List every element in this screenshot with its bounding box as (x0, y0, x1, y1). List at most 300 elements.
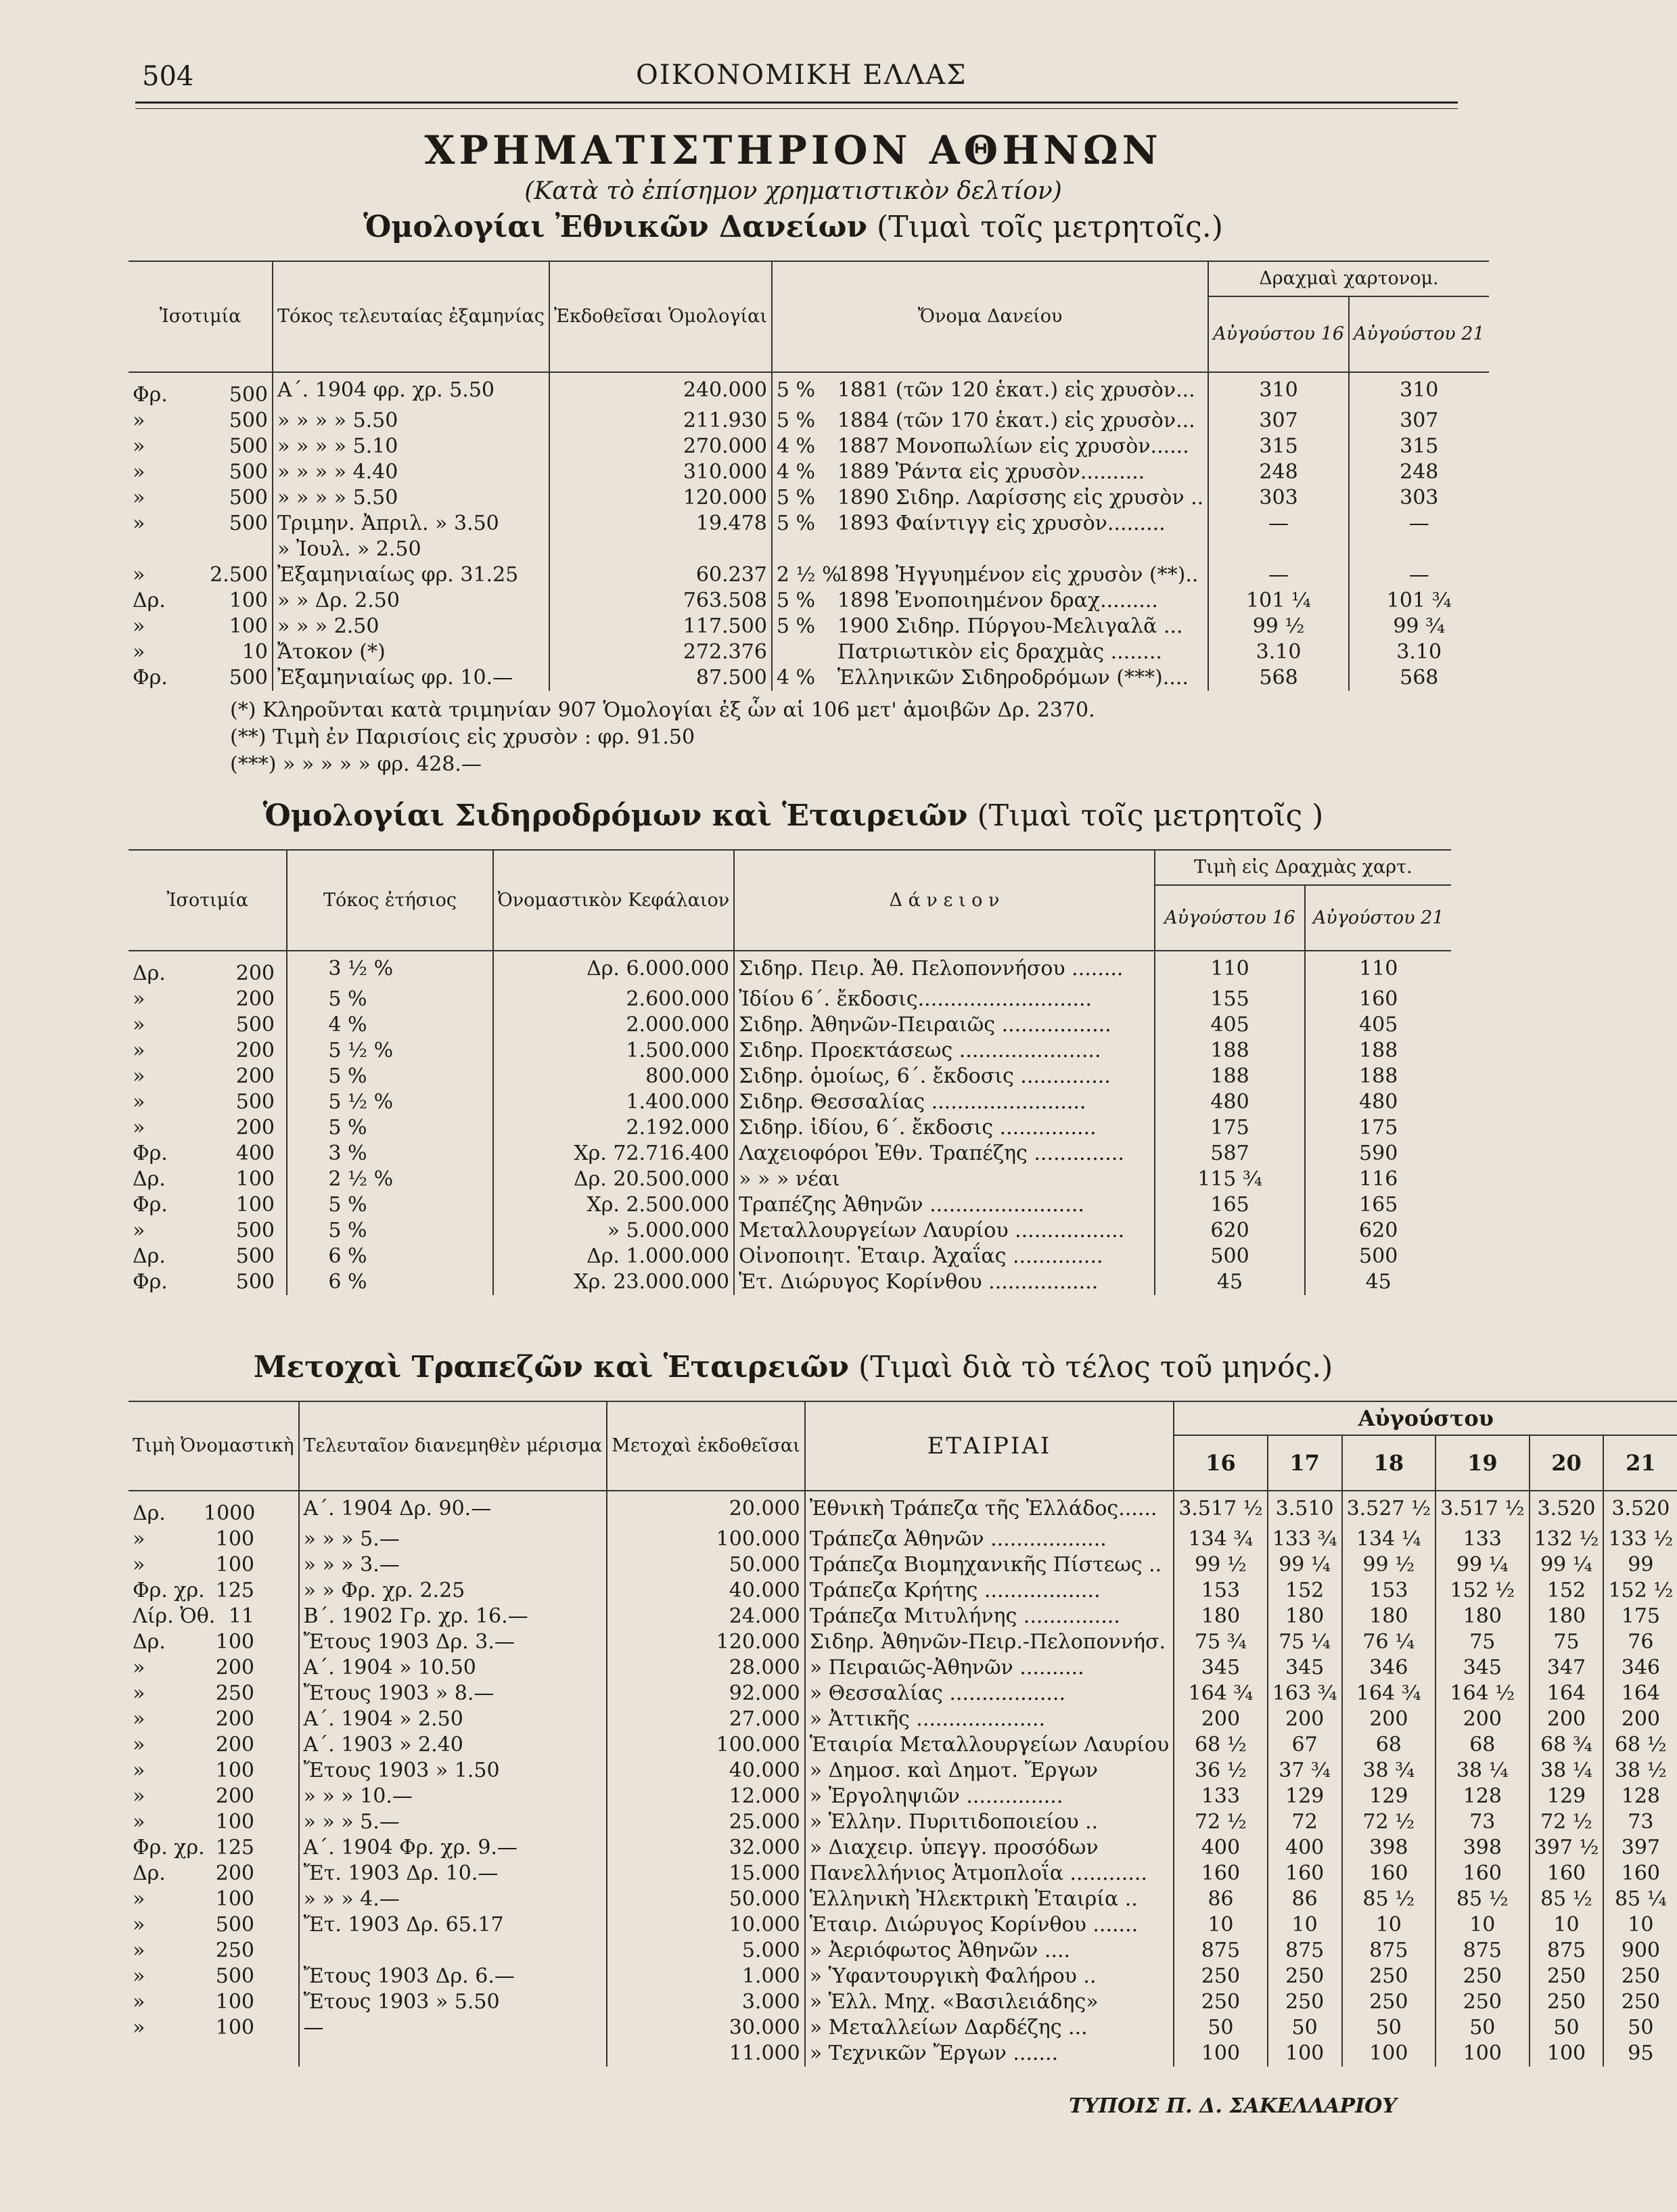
s2-tokos: 6 % (287, 1269, 492, 1295)
s3-etairia: Ἑταιρ. Διώρυγος Κορίνθου ....... (805, 1912, 1174, 1938)
s3-day-value: 38 ½ (1614, 1759, 1667, 1782)
s1-isotimia-cell (129, 639, 273, 665)
s3-currency: » (133, 1733, 145, 1757)
s3-day-value: 250 (1621, 1990, 1660, 2014)
s3-etairia: Πανελλήνιος Ἀτμοπλοΐα ............ (805, 1861, 1174, 1887)
s2-aug16-value: 115 ¾ (1155, 1167, 1306, 1192)
section3-title-suffix: (Τιμαὶ διὰ τὸ τέλος τοῦ μηνός.) (858, 1350, 1333, 1384)
s3-day-value: 68 ½ (1174, 1732, 1268, 1758)
s3-merisma: » » » 5.— (299, 1527, 607, 1552)
table-row (129, 1141, 1451, 1167)
s1-aug21-value: — (1408, 512, 1429, 535)
s3-day-value: 250 (1530, 1989, 1604, 2015)
page-number: 504 (142, 61, 194, 92)
s2-kefalaion: 1.500.000 (493, 1038, 735, 1064)
s2-aug21-value: 116 (1359, 1167, 1398, 1191)
s3-header-day17: 17 (1268, 1435, 1342, 1491)
s3-etairia: Σιδηρ. Ἀθηνῶν-Πειρ.-Πελοποννήσ. (805, 1629, 1174, 1655)
s1-aug16-value: 303 (1208, 485, 1349, 511)
s3-day-value: 250 (1435, 1964, 1530, 1989)
s3-merisma (299, 1938, 607, 1964)
s1-aug16-value (1208, 537, 1349, 562)
s2-daneion: Σιδηρ. Πειρ. Ἀθ. Πελοποννήσου ........ (734, 951, 1155, 987)
s3-day-value: 38 ¼ (1435, 1758, 1530, 1784)
s2-par-value: 200 (235, 962, 275, 985)
s3-merisma: Α΄. 1903 » 2.40 (299, 1732, 607, 1758)
s1-aug16-value: 101 ¼ (1208, 588, 1349, 614)
s3-timi-cell (129, 1527, 299, 1552)
table-row (129, 1038, 1451, 1064)
s2-kefalaion: » 5.000.000 (493, 1218, 735, 1244)
s3-nominal-value: 500 (215, 1913, 254, 1937)
s1-currency: » (133, 614, 145, 638)
s1-aug16-value: — (1208, 562, 1349, 588)
s2-isotimia-cell (129, 1141, 287, 1167)
s3-timi-cell (129, 1989, 299, 2015)
s3-currency: Φρ. χρ. (133, 1579, 205, 1602)
s3-currency: » (133, 1887, 145, 1911)
s3-merisma: — (299, 2015, 607, 2041)
s3-timi-cell (129, 1629, 299, 1655)
s3-metochai: 120.000 (607, 1629, 805, 1655)
s1-loan-name: 1898 Ἑνοποιημένον δραχ......... (837, 589, 1158, 612)
s2-daneion: Σιδηρ. ὁμοίως, 6΄. ἔκδοσις .............. (734, 1064, 1155, 1089)
s2-isotimia-cell (129, 1038, 287, 1064)
s3-day-value: 346 (1621, 1656, 1660, 1679)
table-row (129, 459, 1489, 485)
section2-title-main: Ὁμολογίαι Σιδηροδρόμων καὶ Ἑταιρειῶν (262, 798, 968, 833)
s3-etairia: Τράπεζα Κρήτης .................. (805, 1578, 1174, 1604)
table-row (129, 1758, 1677, 1784)
s3-etairia: » Διαχειρ. ὑπεγγ. προσόδων (805, 1835, 1174, 1861)
s3-day-value: 10 (1342, 1912, 1436, 1938)
table-row (129, 1604, 1677, 1629)
s3-metochai: 10.000 (607, 1912, 805, 1938)
table-row (129, 1192, 1451, 1218)
s3-day-value: 50 (1174, 2015, 1268, 2041)
s3-day-value: 3.520 (1611, 1497, 1670, 1520)
s3-day-value: 3.527 ½ (1342, 1491, 1436, 1527)
s3-metochai: 32.000 (607, 1835, 805, 1861)
s2-header-timi: Τιμὴ εἰς Δραχμὰς χαρτ. (1155, 850, 1451, 885)
s3-nominal-value: 125 (215, 1579, 254, 1602)
s2-daneion: Τραπέζης Ἀθηνῶν ........................ (734, 1192, 1155, 1218)
s1-currency: Δρ. (133, 589, 166, 612)
s3-day-value: 160 (1621, 1861, 1660, 1885)
s3-day-value: 200 (1174, 1707, 1268, 1732)
s3-day-value: 153 (1174, 1578, 1268, 1604)
s2-currency: Δρ. (133, 1244, 166, 1268)
s2-aug21-value: 188 (1359, 1039, 1398, 1062)
s3-merisma: » » » 4.— (299, 1887, 607, 1912)
s2-par-value: 100 (235, 1193, 275, 1217)
s2-currency: Φρ. (133, 1142, 168, 1165)
s3-merisma: Ἔτ. 1903 Δρ. 65.17 (299, 1912, 607, 1938)
s2-currency: » (133, 1013, 145, 1037)
s2-aug16-value: 155 (1155, 987, 1306, 1012)
s1-aug21-value: 99 ¾ (1393, 614, 1446, 638)
s3-etairia: » Πειραιῶς-Ἀθηνῶν .......... (805, 1655, 1174, 1681)
s2-aug16-value: 175 (1155, 1115, 1306, 1141)
s3-day-value: 398 (1342, 1835, 1436, 1861)
table-row (129, 614, 1489, 639)
s2-isotimia-cell (129, 1012, 287, 1038)
s2-tokos: 5 % (287, 1192, 492, 1218)
table-row (129, 537, 1489, 562)
s2-tokos: 5 ½ % (287, 1089, 492, 1115)
s2-daneion: Ἑτ. Διώρυγος Κορίνθου ................. (734, 1269, 1155, 1295)
s2-aug16-value: 165 (1155, 1192, 1306, 1218)
s3-timi-cell (129, 1964, 299, 1989)
s2-daneion: Σιδηρ. Θεσσαλίας ........................ (734, 1089, 1155, 1115)
s2-daneion: Ἰδίου 6΄. ἔκδοσις........................... (734, 987, 1155, 1012)
table-row (129, 1707, 1677, 1732)
section1-title-main: Ὁμολογίαι Ἐθνικῶν Δανείων (363, 210, 868, 244)
table-row (129, 1655, 1677, 1681)
s2-aug21-value: 160 (1359, 987, 1398, 1011)
s1-rate: 5 % (776, 409, 816, 432)
s1-header-ekdotheisai: Ἐκδοθεῖσαι Ὁμολογίαι (549, 261, 772, 372)
s3-day-value: 875 (1174, 1938, 1268, 1964)
s1-tokos: Ἐξαμηνιαίως φρ. 10.— (273, 665, 549, 691)
s1-par-value: 500 (229, 486, 268, 510)
s1-isotimia-cell (129, 562, 273, 588)
s1-ekdotheisai: 117.500 (549, 614, 772, 639)
s1-aug21-value: 568 (1400, 666, 1439, 690)
s2-isotimia-cell (129, 1064, 287, 1089)
s3-day-value: 76 ¼ (1342, 1629, 1436, 1655)
s1-onoma-cell (772, 588, 1208, 614)
s2-par-value: 500 (235, 1090, 275, 1114)
s3-metochai: 40.000 (607, 1758, 805, 1784)
s2-daneion: Μεταλλουργείων Λαυρίου ................. (734, 1218, 1155, 1244)
section2-body (129, 951, 1451, 1295)
s3-day-value: 67 (1268, 1732, 1342, 1758)
s2-tokos: 2 ½ % (287, 1167, 492, 1192)
s1-onoma-cell (772, 562, 1208, 588)
s3-day-value: 75 (1435, 1629, 1530, 1655)
s2-daneion: Οἰνοποιητ. Ἑταιρ. Ἀχαΐας .............. (734, 1244, 1155, 1269)
s3-day-value: 152 ½ (1608, 1579, 1674, 1602)
s3-day-value: 85 ½ (1342, 1887, 1436, 1912)
s1-par-value: 100 (229, 614, 268, 638)
s3-nominal-value: 250 (215, 1939, 254, 1962)
s1-currency: » (133, 409, 145, 432)
s3-metochai: 1.000 (607, 1964, 805, 1989)
s3-day-value: 99 ½ (1174, 1552, 1268, 1578)
s3-metochai: 40.000 (607, 1578, 805, 1604)
s3-day-value: 85 ¼ (1614, 1887, 1667, 1911)
s3-etairia: Τράπεζα Ἀθηνῶν .................. (805, 1527, 1174, 1552)
s3-currency: Δρ. (133, 1861, 166, 1885)
s2-daneion: Σιδηρ. Προεκτάσεως ...................... (734, 1038, 1155, 1064)
s3-timi-cell (129, 1887, 299, 1912)
s3-day-value: 875 (1342, 1938, 1436, 1964)
s1-currency: » (133, 563, 145, 587)
s3-metochai: 30.000 (607, 2015, 805, 2041)
s1-tokos: » » » » 5.50 (273, 408, 549, 434)
s3-metochai: 50.000 (607, 1887, 805, 1912)
s3-day-value: 72 (1268, 1809, 1342, 1835)
s3-day-value: 75 ¾ (1174, 1629, 1268, 1655)
s3-day-value: 160 (1435, 1861, 1530, 1887)
s3-day-value: 200 (1268, 1707, 1342, 1732)
s3-day-value: 128 (1435, 1784, 1530, 1809)
s3-merisma: Α΄. 1904 » 2.50 (299, 1707, 607, 1732)
s3-day-value: 164 (1621, 1681, 1660, 1705)
s3-day-value: 129 (1342, 1784, 1436, 1809)
s3-merisma: Α΄. 1904 » 10.50 (299, 1655, 607, 1681)
s3-merisma: Ἔτους 1903 » 5.50 (299, 1989, 607, 2015)
s1-currency: » (133, 460, 145, 484)
s3-day-value: 3.517 ½ (1174, 1491, 1268, 1527)
s2-tokos: 5 ½ % (287, 1038, 492, 1064)
s2-aug21-value: 188 (1359, 1064, 1398, 1088)
s3-metochai: 15.000 (607, 1861, 805, 1887)
s2-daneion: Σιδηρ. Ἀθηνῶν-Πειραιῶς ................. (734, 1012, 1155, 1038)
s2-tokos: 4 % (287, 1012, 492, 1038)
s1-aug16-value: 307 (1208, 408, 1349, 434)
s3-nominal-value: 200 (215, 1707, 254, 1731)
table-row (129, 1115, 1451, 1141)
s1-par-value: 2.500 (210, 563, 268, 587)
s1-isotimia-cell (129, 434, 273, 459)
s1-onoma-cell (772, 537, 1208, 562)
s3-etairia: » Μεταλλείων Δαρδέζης ... (805, 2015, 1174, 2041)
s1-ekdotheisai: 310.000 (549, 459, 772, 485)
s3-nominal-value: 100 (215, 1810, 254, 1834)
s2-aug21-value: 480 (1359, 1090, 1398, 1114)
s2-currency: » (133, 1116, 145, 1139)
s3-etairia: » Τεχνικῶν Ἔργων ....... (805, 2041, 1174, 2067)
s3-metochai: 20.000 (607, 1491, 805, 1527)
s3-merisma: Ἔτους 1903 » 8.— (299, 1681, 607, 1707)
s3-nominal-value: 200 (215, 1861, 254, 1885)
s2-aug16-value: 45 (1155, 1269, 1306, 1295)
s1-onoma-cell (772, 614, 1208, 639)
table-row (129, 1269, 1451, 1295)
table-row (129, 1809, 1677, 1835)
s2-header-aug16: Αὐγούστου 16 (1155, 885, 1306, 951)
s1-aug21-value: — (1408, 563, 1429, 587)
s3-timi-cell (129, 1552, 299, 1578)
section2-title (0, 798, 1586, 833)
s2-currency: » (133, 987, 145, 1011)
s1-aug21-value: 3.10 (1396, 640, 1442, 664)
s2-kefalaion: Χρ. 72.716.400 (493, 1141, 735, 1167)
s2-currency: » (133, 1090, 145, 1114)
s3-day-value: 133 ½ (1608, 1527, 1674, 1551)
s3-nominal-value: 100 (215, 1887, 254, 1911)
s1-ekdotheisai: 19.478 (549, 511, 772, 537)
s3-day-value: 200 (1342, 1707, 1436, 1732)
table-row (129, 485, 1489, 511)
s3-day-value: 250 (1435, 1989, 1530, 2015)
s3-timi-cell (129, 1912, 299, 1938)
s3-nominal-value: 100 (215, 1759, 254, 1782)
s3-day-value: 133 (1435, 1527, 1530, 1552)
s2-kefalaion: Δρ. 20.500.000 (493, 1167, 735, 1192)
s1-isotimia-cell (129, 588, 273, 614)
s1-rate: 5 % (776, 512, 816, 535)
s2-isotimia-cell (129, 1269, 287, 1295)
main-title: ΧΡΗΜΑΤΙΣΤΗΡΙΟΝ ΑΘΗΝΩΝ (424, 127, 1162, 173)
section3-body (129, 1491, 1677, 2067)
s2-aug16-value: 480 (1155, 1089, 1306, 1115)
s3-timi-cell (129, 1809, 299, 1835)
s3-header-merisma: Τελευταῖον διανεμηθὲν μέρισμα (299, 1401, 607, 1491)
s1-rate: 4 % (776, 666, 816, 690)
s1-header-drachmai: Δραχμαὶ χαρτονομ. (1208, 261, 1488, 296)
section3-title (0, 1350, 1586, 1384)
s3-day-value: 100 (1435, 2041, 1530, 2067)
s3-day-value: 99 (1628, 1553, 1654, 1577)
s3-day-value: 36 ½ (1174, 1758, 1268, 1784)
s1-aug21-value: 315 (1400, 434, 1439, 458)
s3-nominal-value: 11 (228, 1604, 254, 1628)
s3-nominal-value: 100 (215, 1990, 254, 2014)
s1-rate: 2 ½ % (776, 563, 842, 587)
s3-currency: » (133, 1553, 145, 1577)
table-row (129, 1938, 1677, 1964)
s3-day-value: 250 (1342, 1964, 1436, 1989)
s3-merisma: » » Φρ. χρ. 2.25 (299, 1578, 607, 1604)
s1-ekdotheisai: 270.000 (549, 434, 772, 459)
s3-day-value: 132 ½ (1530, 1527, 1604, 1552)
s3-currency: » (133, 1681, 145, 1705)
s3-timi-cell (129, 1604, 299, 1629)
s1-par-value: 10 (242, 640, 268, 664)
section1-body (129, 372, 1489, 691)
s2-aug16-value: 587 (1155, 1141, 1306, 1167)
s1-aug21-value: 101 ¾ (1386, 589, 1452, 612)
s2-par-value: 500 (235, 1244, 275, 1268)
s1-aug16-value: 315 (1208, 434, 1349, 459)
s2-kefalaion: Δρ. 6.000.000 (493, 951, 735, 987)
s3-day-value: 400 (1174, 1835, 1268, 1861)
s3-etairia: Ἑταιρία Μεταλλουργείων Λαυρίου (805, 1732, 1174, 1758)
s3-day-value: 180 (1174, 1604, 1268, 1629)
s3-header-etairiai: ΕΤΑΙΡΙΑΙ (805, 1401, 1174, 1491)
table-row (129, 511, 1489, 537)
s1-onoma-cell (772, 372, 1208, 408)
s1-tokos: » » » 2.50 (273, 614, 549, 639)
s1-loan-name: 1881 (τῶν 120 ἑκατ.) εἰς χρυσὸν... (837, 378, 1195, 402)
table-row (129, 372, 1489, 408)
s3-day-value: 3.510 (1268, 1491, 1342, 1527)
s1-par-value: 500 (229, 512, 268, 535)
s3-day-value: 10 (1530, 1912, 1604, 1938)
s2-kefalaion: 1.400.000 (493, 1089, 735, 1115)
s1-currency: » (133, 512, 145, 535)
s1-par-value: 500 (229, 383, 268, 407)
s3-merisma: Β΄. 1902 Γρ. χρ. 16.— (299, 1604, 607, 1629)
s2-aug16-value: 405 (1155, 1012, 1306, 1038)
footnote-2: (**) Τιμὴ ἐν Παρισίοις εἰς χρυσὸν : φρ. 91.50 (230, 725, 695, 749)
s3-day-value: 129 (1530, 1784, 1604, 1809)
s3-day-value: 95 (1628, 2041, 1654, 2065)
section3-title-main: Μετοχαὶ Τραπεζῶν καὶ Ἑταιρειῶν (253, 1350, 850, 1384)
s2-par-value: 500 (235, 1270, 275, 1294)
s3-currency: » (133, 1759, 145, 1782)
s3-day-value: 397 (1621, 1836, 1660, 1859)
s3-nominal-value: 100 (215, 1527, 254, 1551)
s3-day-value: 73 (1435, 1809, 1530, 1835)
s2-par-value: 200 (235, 987, 275, 1011)
s1-isotimia-cell (129, 459, 273, 485)
s2-isotimia-cell (129, 1115, 287, 1141)
s3-merisma: » » » 5.— (299, 1809, 607, 1835)
s1-ekdotheisai: 211.930 (549, 408, 772, 434)
s2-header-kefalaion: Ὀνομαστικὸν Κεφάλαιον (493, 850, 735, 951)
s3-day-value: 347 (1530, 1655, 1604, 1681)
s3-currency: » (133, 1656, 145, 1679)
s3-etairia: » Ἀττικῆς .................... (805, 1707, 1174, 1732)
s2-daneion: Λαχειοφόροι Ἐθν. Τραπέζης .............. (734, 1141, 1155, 1167)
s3-metochai: 12.000 (607, 1784, 805, 1809)
s2-aug21-value: 590 (1359, 1142, 1398, 1165)
s2-tokos: 5 % (287, 987, 492, 1012)
s2-currency: » (133, 1219, 145, 1242)
s3-metochai: 5.000 (607, 1938, 805, 1964)
table-row (129, 1835, 1677, 1861)
s3-day-value: 85 ½ (1530, 1887, 1604, 1912)
s1-ekdotheisai: 763.508 (549, 588, 772, 614)
s3-day-value: 160 (1342, 1861, 1436, 1887)
s1-rate: 5 % (776, 614, 816, 638)
s1-loan-name: 1898 Ἠγγυημένον εἰς χρυσὸν (**).. (837, 563, 1199, 587)
s1-loan-name: Πατριωτικὸν εἰς δραχμὰς ........ (837, 640, 1162, 664)
s3-day-value: 900 (1621, 1939, 1660, 1962)
s3-day-value: 164 ¾ (1342, 1681, 1436, 1707)
s1-onoma-cell (772, 665, 1208, 691)
s2-aug21-value: 110 (1359, 957, 1398, 980)
s2-tokos: 5 % (287, 1218, 492, 1244)
s2-par-value: 100 (235, 1167, 275, 1191)
s3-timi-cell (129, 1938, 299, 1964)
s3-etairia: » Ἀεριόφωτος Ἀθηνῶν .... (805, 1938, 1174, 1964)
s3-day-value: 250 (1268, 1964, 1342, 1989)
s2-par-value: 500 (235, 1219, 275, 1242)
s3-day-value: 180 (1268, 1604, 1342, 1629)
s3-day-value: 397 ½ (1530, 1835, 1604, 1861)
footnote-1: (*) Κληροῦνται κατὰ τριμηνίαν 907 Ὁμολογίαι ἐξ ὧν αἱ 106 μετ' ἀμοιβῶν Δρ. 2370. (230, 698, 1095, 722)
s3-day-value: 50 (1628, 2016, 1654, 2039)
s3-nominal-value: 200 (215, 1733, 254, 1757)
s3-nominal-value: 125 (215, 1836, 254, 1859)
s3-day-value: 38 ¼ (1530, 1758, 1604, 1784)
s3-day-value: 68 (1435, 1732, 1530, 1758)
s3-header-day21: 21 (1603, 1435, 1677, 1491)
s3-day-value: 175 (1621, 1604, 1660, 1628)
s3-metochai: 50.000 (607, 1552, 805, 1578)
s3-nominal-value: 100 (215, 1553, 254, 1577)
s3-day-value: 345 (1435, 1655, 1530, 1681)
s3-day-value: 134 ¼ (1342, 1527, 1436, 1552)
s3-day-value: 875 (1530, 1938, 1604, 1964)
s1-aug16-value: 310 (1208, 372, 1349, 408)
s3-day-value: 250 (1530, 1964, 1604, 1989)
s2-kefalaion: 800.000 (493, 1064, 735, 1089)
s3-currency: Λίρ. Ὀθ. (133, 1604, 216, 1628)
s2-tokos: 5 % (287, 1064, 492, 1089)
s1-onoma-cell (772, 485, 1208, 511)
s2-par-value: 200 (235, 1064, 275, 1088)
table-row (129, 1491, 1677, 1527)
s3-currency: » (133, 1707, 145, 1731)
s3-day-value: 164 ¾ (1174, 1681, 1268, 1707)
s2-isotimia-cell (129, 1089, 287, 1115)
